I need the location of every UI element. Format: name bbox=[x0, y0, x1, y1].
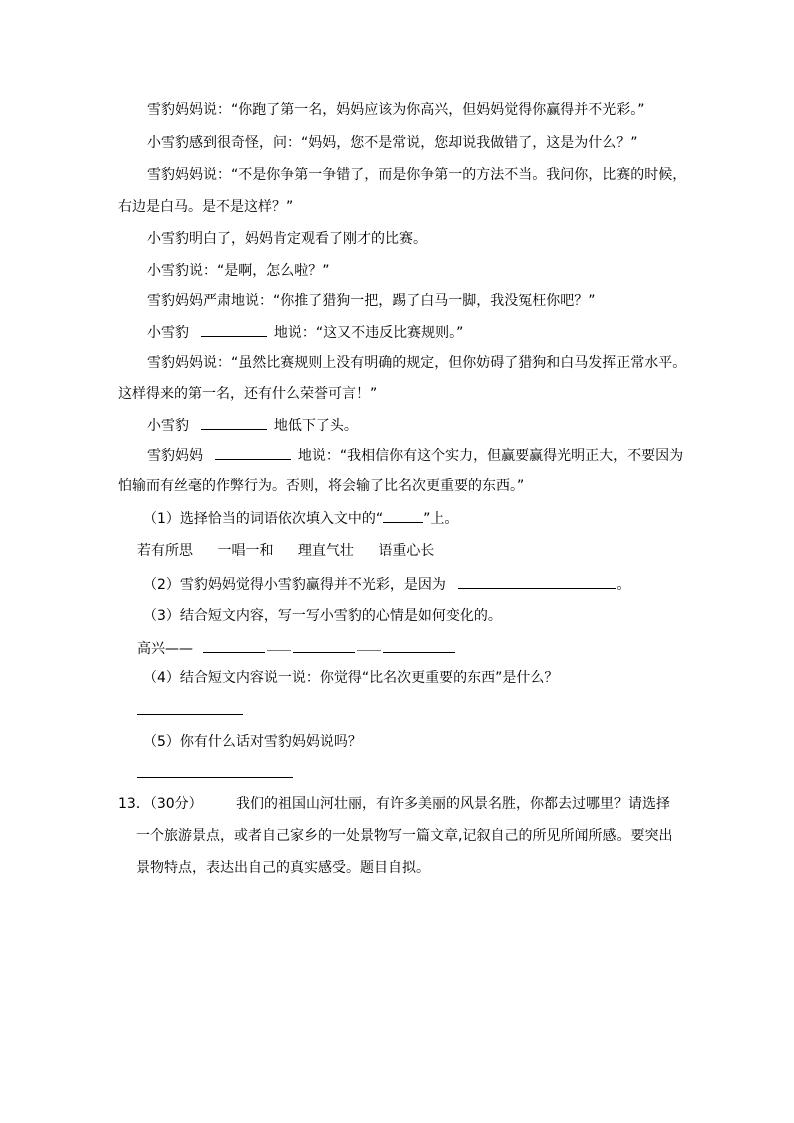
question-5: （5）你有什么话对雪豹妈妈说吗？ bbox=[143, 734, 362, 750]
paragraph-with-blank bbox=[147, 415, 358, 436]
paragraph-with-blank bbox=[147, 322, 463, 343]
paragraph-text: 小雪豹 bbox=[147, 418, 189, 434]
question-text: （2）雪豹妈妈觉得小雪豹赢得并不光彩，是因为 bbox=[143, 577, 446, 593]
question-text: 高兴—— bbox=[137, 641, 193, 657]
paragraph-text: 地低下了头。 bbox=[273, 418, 358, 434]
paragraph: 小雪豹明白了，妈妈肯定观看了刚才的比赛。 bbox=[147, 231, 427, 247]
word-options bbox=[137, 541, 454, 561]
question-text: （1）选择恰当的词语依次填入文中的“ bbox=[143, 511, 384, 527]
paragraph-text: 雪豹妈妈 bbox=[147, 448, 203, 464]
question-text: 。 bbox=[616, 577, 631, 593]
question-3: （3）结合短文内容，写一写小雪豹的心情是如何变化的。 bbox=[143, 608, 502, 624]
mood-change-line bbox=[137, 638, 455, 659]
question-text: ”上。 bbox=[423, 511, 459, 527]
prompt-text: 景物特点，表达出自己的真实感受。题目自拟。 bbox=[136, 860, 430, 876]
answer-blank[interactable] bbox=[458, 574, 616, 589]
paragraph-text: 地说：“这又不违反比赛规则。” bbox=[273, 325, 464, 341]
paragraph-continued: 右边是白马。是不是这样？” bbox=[118, 199, 294, 215]
answer-blank[interactable] bbox=[203, 638, 265, 653]
answer-blank[interactable] bbox=[201, 415, 267, 430]
question-number: 13．（30分） bbox=[118, 796, 203, 812]
word-option: 若有所思 bbox=[137, 543, 193, 559]
answer-blank[interactable] bbox=[293, 638, 355, 653]
paragraph: 雪豹妈妈严肃地说：“你推了猎狗一把，踢了白马一脚，我没冤枉你吧？” bbox=[147, 293, 596, 309]
paragraph: 小雪豹说：“是啊，怎么啦？” bbox=[147, 263, 330, 279]
answer-blank[interactable] bbox=[383, 638, 455, 653]
word-option: 一唱一和 bbox=[217, 543, 274, 559]
paragraph-continued: 这样得来的第一名，还有什么荣誉可言！” bbox=[118, 386, 378, 402]
quote-blank bbox=[383, 508, 423, 523]
question-2 bbox=[143, 574, 630, 595]
prompt-text: 我们的祖国山河壮丽，有许多美丽的风景名胜，你都去过哪里？请选择 bbox=[236, 796, 670, 812]
word-option: 语重心长 bbox=[378, 543, 435, 559]
paragraph: 雪豹妈妈说：“你跑了第一名，妈妈应该为你高兴，但妈妈觉得你赢得并不光彩。” bbox=[147, 102, 645, 118]
prompt-text: 一个旅游景点，或者自己家乡的一处景物写一篇文章,记叙自己的所见所闻所感。要突出 bbox=[136, 828, 673, 844]
answer-line[interactable] bbox=[137, 714, 243, 715]
answer-blank[interactable] bbox=[201, 322, 267, 337]
dash-separator bbox=[357, 650, 381, 651]
paragraph-continued: 怕输而有丝毫的作弊行为。否则，将会输了比名次更重要的东西。” bbox=[118, 478, 525, 494]
word-option: 理直气壮 bbox=[297, 543, 354, 559]
question-4: （4）结合短文内容说一说：你觉得“比名次更重要的东西”是什么？ bbox=[143, 670, 559, 686]
paragraph: 雪豹妈妈说：“虽然比赛规则上没有明确的规定，但你妨碍了猎狗和白马发挥正常水平。 bbox=[147, 355, 687, 371]
paragraph-text: 小雪豹 bbox=[147, 325, 189, 341]
dash-separator bbox=[267, 650, 291, 651]
paragraph: 小雪豹感到很奇怪，问：“妈妈，您不是常说，您却说我做错了，这是为什么？” bbox=[147, 135, 638, 151]
paragraph-text: 地说：“我相信你有这个实力，但赢要赢得光明正大，不要因为 bbox=[297, 448, 684, 464]
paragraph-with-blank bbox=[147, 445, 683, 466]
question-1 bbox=[143, 508, 458, 529]
answer-line[interactable] bbox=[137, 777, 293, 778]
paragraph: 雪豹妈妈说：“不是你争第一争错了，而是你争第一的方法不当。我问你，比赛的时候， bbox=[147, 167, 687, 183]
answer-blank[interactable] bbox=[215, 445, 291, 460]
